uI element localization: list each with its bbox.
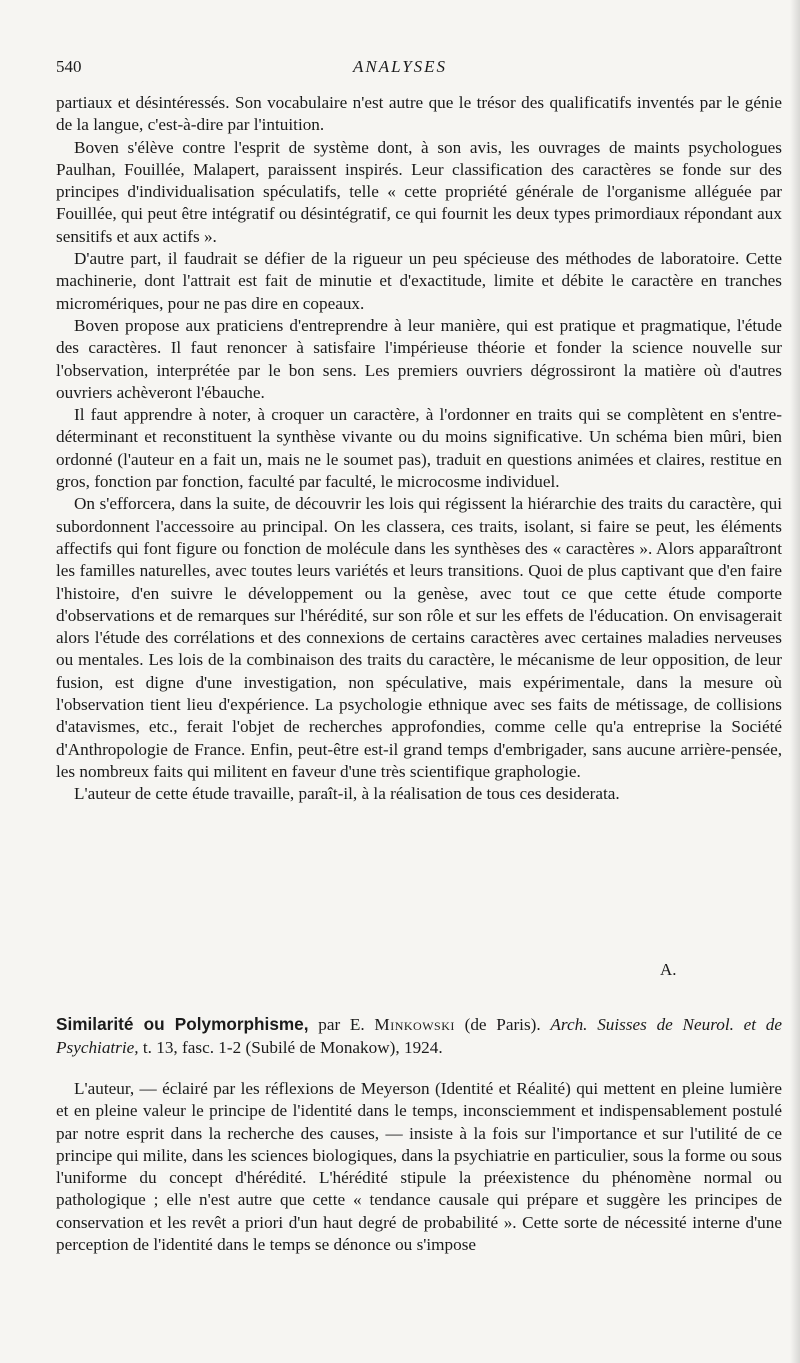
- entry-journal: Arch. Suisses de Neurol. et de Psychiatrie,: [56, 1015, 783, 1057]
- entry-title: Similarité ou Polymorphisme,: [56, 1014, 309, 1034]
- body-text: [56, 92, 782, 806]
- signature: A.: [660, 960, 677, 979]
- paragraph: partiaux et désintéressés. Son vocabulaire n'est autre que le trésor des qualificatifs inventés par le génie de la langue, c'est-à-dire par l'intuition.: [56, 93, 782, 135]
- page-number: 540: [56, 57, 82, 76]
- entry-place: (de Paris).: [454, 1015, 551, 1034]
- running-title: ANALYSES: [352, 57, 448, 76]
- paragraph: D'autre part, il faudrait se défier de la rigueur un peu spécieuse des méthodes de laboratoire. Cette machinerie, dont l'attrait est fait de minutie et d'exactitude, limite et débite le caractère en tranches micromériques, pour ne pas dire en copeaux.: [56, 249, 782, 313]
- paragraph: Il faut apprendre à noter, à croquer un caractère, à l'ordonner en traits qui se complètent en s'entre-déterminant et reconstituent la synthèse vivante ou du moins significative. Un schéma bien mûri, bien ordonné (l'auteur en a fait un, mais ne le soumet pas), traduit en questions animées et claires, restitue en gros, fonction par fonction, faculté par faculté, le microcosme individuel.: [56, 405, 782, 492]
- bibliographic-entry: [56, 1013, 782, 1059]
- entry-by: par E.: [308, 1015, 375, 1034]
- body-text-2: [56, 1078, 782, 1256]
- paragraph: Boven propose aux praticiens d'entreprendre à leur manière, qui est pratique et pragmatique, l'étude des caractères. Il faut renoncer à satisfaire l'impérieuse théorie et fonder la science nouvelle sur l'observation, interprétée par le bon sens. Les premiers ouvriers dégrossiront la matière où d'autres ouvriers achèveront l'ébauche.: [56, 315, 782, 402]
- entry-author: Minkowski: [374, 1015, 455, 1034]
- page-edge-shadow: [790, 0, 800, 1363]
- paragraph: L'auteur de cette étude travaille, paraît-il, à la réalisation de tous ces desiderata.: [74, 784, 620, 804]
- paragraph: L'auteur, — éclairé par les réflexions de Meyerson (Identité et Réalité) qui mettent en pleine lumière et en pleine valeur le principe de l'identité dans le temps, inconsciemment et indispensablement postulé par notre esprit dans la recherche des causes, — insiste à la fois sur l'importance et sur l'utilité de ce principe qui milite, dans les sciences biologiques, dans la psychiatrie en particulier, sous la forme ou sous l'uniforme du concept d'hérédité. L'hérédité stipule la préexistence du phénomène normal ou pathologique ; elle n'est autre que cette « tendance causale qui prépare et suggère les principes de conservation et les revêt a priori d'un haut degré de probabilité ». Cette sorte de nécessité interne d'une perception de l'identité dans le temps se dénonce ou s'impose: [56, 1079, 782, 1255]
- entry-details: t. 13, fasc. 1-2 (Subilé de Monakow), 1924.: [138, 1038, 443, 1057]
- paragraph: Boven s'élève contre l'esprit de système dont, à son avis, les ouvrages de maints psychologues Paulhan, Fouillée, Malapert, paraissent inspirés. Leur classification des caractères se fonde sur des principes d'individualisation spéculatifs, telle « cette propriété générale de l'organisme alléguée par Fouillée, qui peut être intégratif ou désintégratif, ce qui fournit les deux types primordiaux répondant aux sensitifs et aux actifs ».: [56, 137, 782, 246]
- paragraph: On s'efforcera, dans la suite, de découvrir les lois qui régissent la hiérarchie des traits du caractère, qui subordonnent l'accessoire au principal. On les classera, ces traits, isolant, si faire se peut, les éléments affectifs qui font figure ou fonction de molécule dans les synthèses des « caractères ». Alors apparaîtront les familles naturelles, avec toutes leurs variétés et leurs transitions. Quoi de plus captivant que d'en faire l'histoire, d'en suivre le développement ou la genèse, avec tout ce que cette étude comporte d'observations et de remarques sur l'hérédité, sur son rôle et sur les effets de l'éducation. On envisagerait alors l'étude des corrélations et des connexions de certains caractères avec certaines maladies nerveuses ou mentales. Les lois de la combinaison des traits du caractère, le mécanisme de leur opposition, de leur fusion, est digne d'une investigation, non spéculative, mais expérimentale, dans la mesure où l'observation tient lieu d'expérience. La psychologie ethnique avec ses faits de métissage, de collisions d'atavismes, etc., ferait l'objet de recherches approfondies, comme celle qu'a entreprise la Société d'Anthropologie de France. Enfin, peut-être est-il grand temps d'embrigader, sans aucune arrière-pensée, les nombreux faits qui militent en faveur d'une très scientifique graphologie.: [56, 494, 782, 781]
